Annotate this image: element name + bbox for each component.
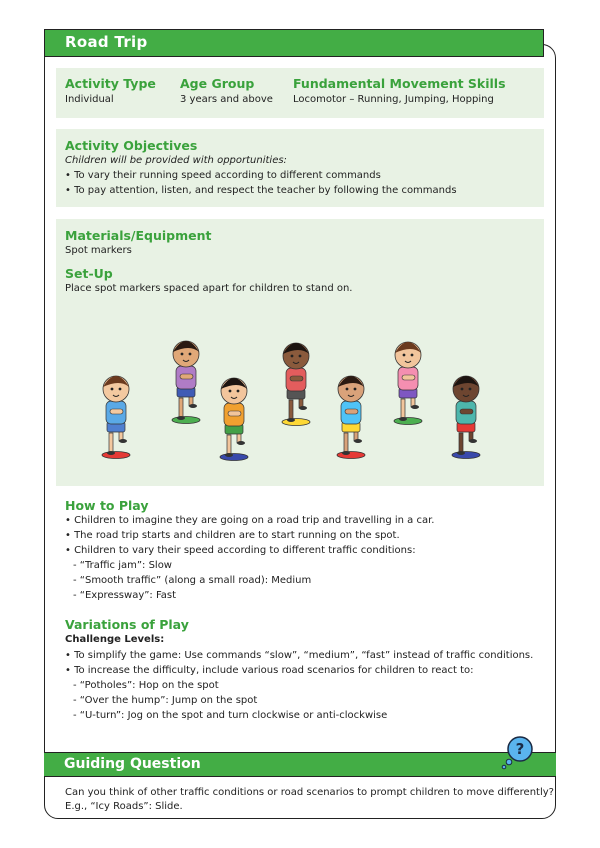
arm — [110, 409, 123, 414]
guiding-question-line: Can you think of other traffic conditions or road scenarios to prompt children to move differently? — [65, 787, 554, 798]
child-figure — [102, 376, 130, 459]
guiding-question-heading: Guiding Question — [64, 756, 201, 772]
variation-subitem: - “Potholes”: Hop on the spot — [73, 680, 219, 691]
how-to-play-subitem: - “Expressway”: Fast — [73, 590, 177, 601]
eye — [181, 353, 184, 356]
spot-marker — [220, 454, 248, 461]
eye — [299, 355, 302, 358]
eye — [189, 353, 192, 356]
children-illustration — [56, 300, 544, 480]
eye — [111, 388, 114, 391]
eye — [346, 388, 349, 391]
arm — [460, 409, 473, 414]
spot-marker — [452, 452, 480, 459]
age-group-value: 3 years and above — [180, 94, 273, 105]
shoe — [237, 441, 245, 445]
how-to-play-item: • The road trip starts and children are to start running on the spot. — [65, 530, 400, 541]
arm — [345, 409, 358, 414]
shoe — [342, 451, 350, 455]
guiding-question-line: E.g., “Icy Roads”: Slide. — [65, 801, 183, 812]
arm — [180, 374, 193, 379]
page-title: Road Trip — [65, 33, 148, 51]
leg — [289, 400, 293, 420]
leg — [227, 435, 231, 455]
variation-item: • To increase the difficulty, include various road scenarios for children to react to: — [65, 665, 474, 676]
leg — [401, 399, 405, 419]
shoe — [299, 406, 307, 410]
shoe — [354, 439, 362, 443]
challenge-levels-label: Challenge Levels: — [65, 634, 165, 645]
shoe — [469, 439, 477, 443]
how-to-play-subitem: - “Traffic jam”: Slow — [73, 560, 172, 571]
objective-item: • To vary their running speed according to different commands — [65, 170, 381, 181]
eye — [119, 388, 122, 391]
guiding-question-bar — [44, 752, 556, 777]
spot-marker — [172, 417, 200, 424]
leg — [344, 433, 348, 453]
child-figure — [220, 378, 248, 461]
shoe — [399, 417, 407, 421]
shoe — [119, 439, 127, 443]
child-figure — [394, 342, 422, 425]
variation-subitem: - “Over the hump”: Jump on the spot — [73, 695, 258, 706]
spot-marker — [394, 418, 422, 425]
shoe — [411, 405, 419, 409]
how-to-play-item: • Children to imagine they are going on a road trip and travelling in a car. — [65, 515, 435, 526]
child-figure — [452, 376, 480, 459]
skills-value: Locomotor – Running, Jumping, Hopping — [293, 94, 494, 105]
shoe — [457, 451, 465, 455]
shoe — [287, 418, 295, 422]
child-figure — [337, 376, 365, 459]
activity-type-value: Individual — [65, 94, 114, 105]
eye — [469, 388, 472, 391]
spot-marker — [282, 419, 310, 426]
eye — [291, 355, 294, 358]
leg — [179, 398, 183, 418]
variation-subitem: - “U-turn”: Jog on the spot and turn clockwise or anti-clockwise — [73, 710, 388, 721]
shoe — [189, 404, 197, 408]
setup-heading: Set-Up — [65, 266, 113, 281]
materials-heading: Materials/Equipment — [65, 228, 212, 243]
title-bar — [44, 29, 544, 57]
shoe — [107, 451, 115, 455]
materials-value: Spot markers — [65, 245, 132, 256]
arm — [228, 411, 241, 416]
eye — [461, 388, 464, 391]
skills-label: Fundamental Movement Skills — [293, 76, 506, 91]
svg-text:?: ? — [515, 740, 525, 758]
child-figure — [282, 343, 310, 426]
eye — [403, 354, 406, 357]
arm — [290, 376, 303, 381]
question-bubble-icon — [498, 734, 538, 770]
spot-marker — [337, 452, 365, 459]
variation-item: • To simplify the game: Use commands “slow”, “medium”, “fast” instead of traffic conditions. — [65, 650, 534, 661]
objectives-heading: Activity Objectives — [65, 138, 198, 153]
eye — [411, 354, 414, 357]
objectives-intro: Children will be provided with opportunities: — [65, 155, 287, 166]
shoe — [177, 416, 185, 420]
shoe — [225, 453, 233, 457]
activity-type-label: Activity Type — [65, 76, 156, 91]
eye — [237, 390, 240, 393]
leg — [109, 433, 113, 453]
setup-value: Place spot markers spaced apart for children to stand on. — [65, 283, 353, 294]
eye — [354, 388, 357, 391]
how-to-play-subitem: - “Smooth traffic” (along a small road): Medium — [73, 575, 312, 586]
how-to-play-item: • Children to vary their speed according to different traffic conditions: — [65, 545, 416, 556]
variations-heading: Variations of Play — [65, 617, 189, 632]
child-figure — [172, 341, 200, 424]
leg — [459, 433, 463, 453]
arm — [402, 375, 415, 380]
eye — [229, 390, 232, 393]
how-to-play-heading: How to Play — [65, 498, 149, 513]
spot-marker — [102, 452, 130, 459]
objective-item: • To pay attention, listen, and respect the teacher by following the commands — [65, 185, 457, 196]
age-group-label: Age Group — [180, 76, 255, 91]
